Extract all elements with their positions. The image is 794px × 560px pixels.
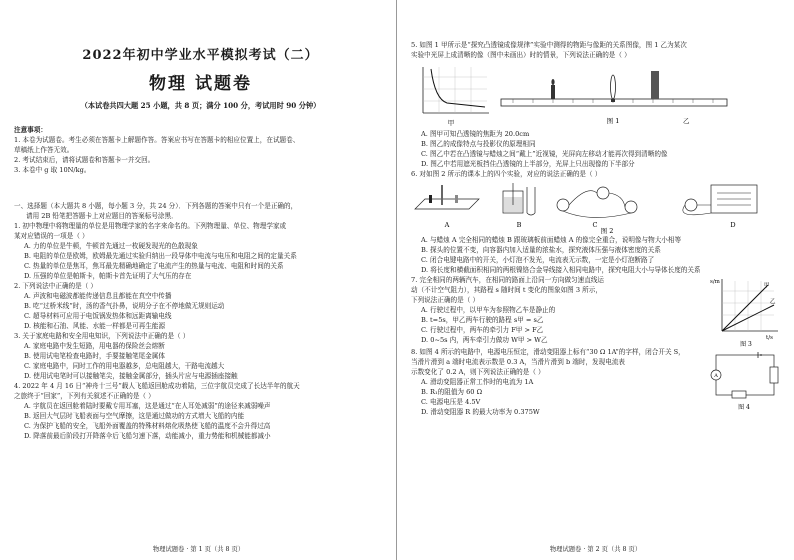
q8-option-d: D. 滑动变阻器 R 的最大功率为 0.375W <box>421 408 540 416</box>
q8-option-a: A. 滑动变阻器正常工作时的电流为 1A <box>421 378 534 386</box>
exam-instruction: （本试卷共四大题 25 小题，共 8 页；满分 100 分，考试用时 90 分钟） <box>80 101 321 110</box>
fig3-x-label: t/s <box>766 335 773 341</box>
page-2 <box>397 0 794 560</box>
notice-2: 2. 考试结束后，请将试题卷和答题卡一并交回。 <box>14 156 155 164</box>
q5-option-b: B. 图乙的成像特点与投影仪的原理相同 <box>421 140 536 148</box>
question-2: 2. 下列说法中正确的是（ ） <box>14 282 98 290</box>
fig3-jia: 甲 <box>764 283 770 289</box>
question-7-block <box>411 275 782 347</box>
page-footer-1: 物理试题卷 · 第 1 页（共 8 页） <box>152 546 245 553</box>
q1-option-a: A. 力的单位是牛顿，牛顿首先通过一枚硬发现光的色散现象 <box>24 242 198 250</box>
fig2-a-mirror <box>415 185 479 229</box>
q8-option-b: B. R₁的阻值为 60 Ω <box>421 388 483 396</box>
q6-option-a: A. 与蜡烛 A 完全相同的蜡烛 B 跟玻璃板前面蜡烛 A 的像完全重合，说明像与物大小相等 <box>421 236 682 244</box>
question-4: 4. 2022 年 4 月 16 日“神舟十三号”载人飞船返回舱成功着陆，三位宇航员完成了长达半年的航天 <box>14 382 300 390</box>
q5-option-a: A. 图甲可知凸透镜的焦距为 20.0cm <box>421 130 530 138</box>
section-1-heading-2: 请用 2B 铅笔把答题卡上对应题目的答案标号涂黑． <box>26 212 178 220</box>
svg-text:A: A <box>714 373 718 379</box>
figure-1-bench <box>493 63 733 127</box>
q7-option-a: A. 行驶过程中，以甲车为参照物乙车是静止的 <box>421 306 556 314</box>
q4-option-a: A. 宇航员在返回舱着陆时要戴专用耳塞，这是通过“在人耳处减弱”的途径来减弱噪声 <box>24 402 271 410</box>
q6-option-c: C. 闭合电键电路中的开关，小灯泡不发光，电流表无示数，一定是小灯泡断路了 <box>421 256 655 264</box>
question-6: 6. 对如图 2 所示的课本上的四个实验，对应的说法正确的是（ ） <box>411 170 602 178</box>
fig1-caption: 图 1 <box>606 117 620 125</box>
figure-2 <box>411 179 781 235</box>
q2-option-b: B. 吃“过桥米线”时，汤的香气扑鼻，说明分子在不停地做无规则运动 <box>24 302 225 310</box>
q5-option-d: D. 图乙中若用遮光板挡住凸透镜的上半部分，光屏上只出现像的下半部分 <box>421 160 635 168</box>
q7-option-d: D. 0~5s 内，两车牵引力做功 W甲 > W乙 <box>421 336 548 344</box>
fig2-d-resistance <box>683 185 757 229</box>
question-1: 1. 初中物理中将物理量的单位是用物理学家的名字来命名的。下列物理量、单位、物理学家或 <box>14 222 287 230</box>
question-1-line2: 某对应错误的一项是（ ） <box>14 232 89 240</box>
question-5: 5. 如图 1 甲所示是“探究凸透镜成像规律”实验中测得的物距与像距的关系图像，图 1 乙为某次 <box>411 41 687 49</box>
q4-option-c: C. 为保护飞船的安全，飞船外面覆盖的特殊材料熔化吸热使飞船的温度不会升得过高 <box>24 422 271 430</box>
notice-heading: 注意事项： <box>14 126 47 134</box>
q4-option-d: D. 降落前最后阶段打开降落伞后飞船匀速下落，动能减小，重力势能和机械能都减小 <box>24 432 271 440</box>
q3-option-a: A. 家庭电路中发生短路，用电器的保险丝会熔断 <box>24 342 165 350</box>
fig3-yi: 乙 <box>770 299 776 305</box>
fig2-label-a: A <box>444 221 450 229</box>
notice-3: 3. 本卷中 g 取 10N/kg。 <box>14 166 91 174</box>
figure-1-graph <box>411 63 493 127</box>
fig2-c-circuit <box>557 187 637 235</box>
q2-option-d: D. 核能和石油、风能、水能一样都是可再生能源 <box>24 322 166 330</box>
question-4-line2: 之旅终于“回家”，下列有关叙述不正确的是（ ） <box>14 392 155 400</box>
fig2-caption: 图 2 <box>600 227 614 235</box>
question-8: 8. 如图 4 所示的电路中，电源电压恒定，滑动变阻器上标有“30 Ω 1A”的字样，闭合开关 S， <box>411 348 685 356</box>
q2-option-c: C. 超导材料可应用于电饭锅发热体和远距离输电线 <box>24 312 172 320</box>
q2-option-a: A. 声波和电磁波都能传递信息且都能在真空中传播 <box>24 292 172 300</box>
q8-option-c: C. 电源电压是 4.5V <box>421 398 481 406</box>
q1-option-c: C. 热量的单位是焦耳，焦耳最先精确地确定了电流产生的热量与电流、电阻和时间的关系 <box>24 262 284 270</box>
question-8-line2: 当滑片滑到 a 端时电流表示数是 0.3 A，当滑片滑到 b 端时，发现电流表 <box>411 358 626 366</box>
q1-option-b: B. 电阻的单位是欧姆，欧姆最先通过实验归纳出一段导体中电流与电压和电阻之间的定量关系 <box>24 252 297 260</box>
q4-option-b: B. 返回大气层时飞船表面与空气摩擦，这是通过做功的方式增大飞船的内能 <box>24 412 245 420</box>
fig3-caption: 图 3 <box>740 341 752 347</box>
q6-option-b: B. 探头的位置不变，向容器内加入适量的浓盐水，探究液体压强与液体密度的关系 <box>421 246 661 254</box>
question-5-line2: 实验中光屏上成清晰的像（图中未画出）时的情景，下列说法正确的是（ ） <box>411 51 631 59</box>
fig2-label-c: C <box>592 221 598 229</box>
page-footer-2: 物理试题卷 · 第 2 页（共 8 页） <box>549 546 642 553</box>
q3-option-b: B. 使用试电笔检查电路时，手要接触笔尾金属体 <box>24 352 165 360</box>
q7-option-c: C. 行驶过程中，两车的牵引力 F甲 > F乙 <box>421 326 544 334</box>
notice-1: 1. 本卷为试题卷。考生必须在答题卡上解题作答。答案应书写在答题卡的相应位置上，在试题卷、 <box>14 136 300 144</box>
exam-subject: 物理 试题卷 <box>149 74 252 94</box>
figure-3 <box>708 275 782 347</box>
fig1-yi-label: 乙 <box>683 117 690 125</box>
notice-1b: 草稿纸上作答无效。 <box>14 146 74 154</box>
question-3: 3. 关于家庭电路和安全用电知识，下列说法中正确的是（ ） <box>14 332 190 340</box>
fig3-y-label: s/m <box>710 279 720 285</box>
fig2-label-d: D <box>730 221 736 229</box>
exam-title: 2022年初中学业水平模拟考试（二） <box>82 48 319 63</box>
q3-option-c: C. 家庭电路中，同时工作的用电器越多，总电阻越大，干路电流越大 <box>24 362 225 370</box>
q6-option-d: D. 将长度和横截面积相同的两根镍铬合金导线接入相同电路中，探究电阻大小与导体长度的关系 <box>421 266 701 274</box>
q3-option-d: D. 使用试电笔时可以接触笔尖，接触金属部分，插头片应与电源插座接触 <box>24 372 238 380</box>
question-8-block <box>411 347 782 417</box>
section-1-heading: 一、选择题（本大题共 8 小题，每小题 3 分，共 24 分）．下列各题的答案中只有一个是正确的， <box>14 202 298 210</box>
figure-4 <box>708 347 782 411</box>
fig2-label-b: B <box>516 221 522 229</box>
question-7-line2: 动（不计空气阻力），其路程 s 随时间 t 变化的图象如图 3 所示， <box>411 286 602 294</box>
q5-option-c: C. 图乙中若在凸透镜与蜡烛之间“戴上”近视镜，光屏向左移动才能再次得到清晰的像 <box>421 150 668 158</box>
q1-option-d: D. 压强的单位是帕斯卡，帕斯卡首先证明了大气压的存在 <box>24 272 192 280</box>
figure-1 <box>411 63 782 129</box>
fig2-b-pressure <box>503 183 535 229</box>
question-7-line3: 下列说法正确的是（ ） <box>411 296 480 304</box>
fig4-caption: 图 4 <box>738 404 750 411</box>
question-8-line3: 示数变化了 0.2 A，则下列说法正确的是（ ） <box>411 368 545 376</box>
fig1-jia-label: 甲 <box>447 119 455 127</box>
question-7: 7. 完全相同的两辆汽车，在相同的路面上沿同一方向做匀速直线运 <box>411 276 605 284</box>
q7-option-b: B. t=5s，甲乙两车行驶的路程 s甲 = s乙 <box>421 316 544 324</box>
